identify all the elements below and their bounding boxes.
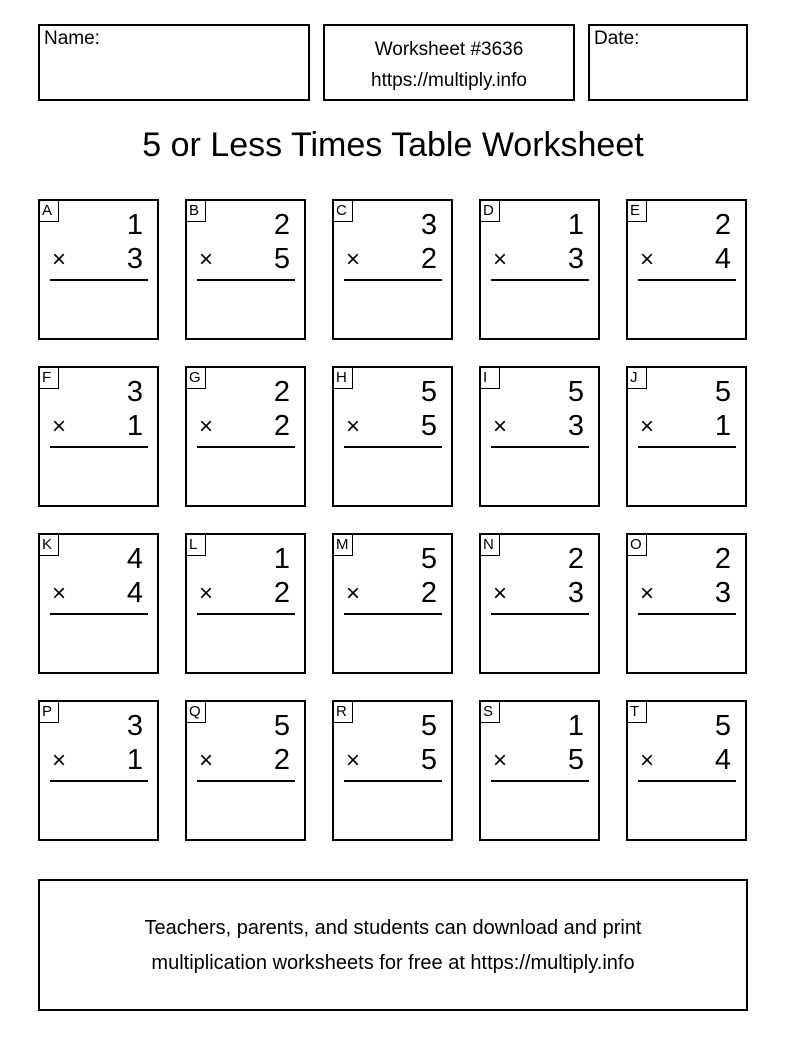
problem-letter: K — [40, 535, 59, 556]
answer-line — [197, 279, 295, 281]
problem-card — [479, 533, 600, 674]
problem-letter: H — [334, 368, 353, 389]
date-label: Date: — [594, 28, 640, 49]
times-sign: × — [52, 246, 67, 273]
problem-card — [626, 700, 747, 841]
problem-top-number: 5 — [420, 376, 437, 408]
times-sign: × — [199, 413, 214, 440]
times-sign: × — [640, 413, 655, 440]
footer-line-1: Teachers, parents, and students can download and print — [144, 917, 642, 939]
problem-top-number: 5 — [714, 710, 731, 742]
date-field-box — [588, 24, 748, 101]
problem-bottom-number: 1 — [126, 410, 143, 442]
problem-top-number: 5 — [420, 710, 437, 742]
problem-card — [332, 533, 453, 674]
problem-top-number: 1 — [126, 209, 143, 241]
name-label: Name: — [44, 28, 100, 49]
answer-line — [344, 279, 442, 281]
answer-line — [638, 279, 736, 281]
answer-line — [638, 613, 736, 615]
problem-top-number: 1 — [567, 710, 584, 742]
problem-bottom-number: 2 — [273, 410, 290, 442]
answer-line — [491, 279, 589, 281]
problem-top-number: 2 — [273, 376, 290, 408]
answer-line — [638, 780, 736, 782]
problem-card — [38, 199, 159, 340]
problem-top-number: 1 — [273, 543, 290, 575]
problem-bottom-number: 5 — [420, 744, 437, 776]
name-field-box — [38, 24, 310, 101]
problem-top-number: 3 — [420, 209, 437, 241]
problem-letter: C — [334, 201, 353, 222]
problem-card — [626, 366, 747, 507]
answer-line — [197, 613, 295, 615]
problem-top-number: 1 — [567, 209, 584, 241]
problem-top-number: 5 — [273, 710, 290, 742]
problem-card — [626, 199, 747, 340]
problem-card — [332, 700, 453, 841]
answer-line — [491, 613, 589, 615]
problem-top-number: 2 — [714, 543, 731, 575]
problem-top-number: 2 — [273, 209, 290, 241]
times-sign: × — [346, 747, 361, 774]
problem-top-number: 5 — [567, 376, 584, 408]
problem-bottom-number: 2 — [420, 243, 437, 275]
problem-top-number: 4 — [126, 543, 143, 575]
problem-card — [332, 199, 453, 340]
problem-letter: J — [628, 368, 647, 389]
problem-letter: B — [187, 201, 206, 222]
problem-letter: E — [628, 201, 647, 222]
problem-card — [38, 366, 159, 507]
problem-letter: R — [334, 702, 353, 723]
problem-bottom-number: 3 — [714, 577, 731, 609]
times-sign: × — [346, 246, 361, 273]
problem-letter: A — [40, 201, 59, 222]
times-sign: × — [346, 413, 361, 440]
problem-letter: Q — [187, 702, 206, 723]
answer-line — [491, 780, 589, 782]
problem-letter: M — [334, 535, 353, 556]
problem-card — [185, 533, 306, 674]
times-sign: × — [346, 580, 361, 607]
problem-top-number: 3 — [126, 710, 143, 742]
problem-bottom-number: 3 — [567, 243, 584, 275]
problem-letter: T — [628, 702, 647, 723]
worksheet-id: Worksheet #3636 — [374, 39, 524, 60]
problem-bottom-number: 3 — [126, 243, 143, 275]
footer-line-2: multiplication worksheets for free at https://multiply.info — [151, 952, 635, 974]
problem-top-number: 3 — [126, 376, 143, 408]
answer-line — [344, 613, 442, 615]
answer-line — [491, 446, 589, 448]
times-sign: × — [199, 246, 214, 273]
problem-card — [626, 533, 747, 674]
problem-card — [185, 700, 306, 841]
problem-top-number: 5 — [420, 543, 437, 575]
answer-line — [344, 780, 442, 782]
problem-card — [479, 366, 600, 507]
page-title: 5 or Less Times Table Worksheet — [142, 126, 644, 164]
problem-bottom-number: 2 — [420, 577, 437, 609]
problem-bottom-number: 4 — [714, 243, 731, 275]
problem-top-number: 2 — [567, 543, 584, 575]
answer-line — [638, 446, 736, 448]
problem-letter: I — [481, 368, 500, 389]
problem-bottom-number: 4 — [714, 744, 731, 776]
answer-line — [197, 780, 295, 782]
problem-bottom-number: 5 — [420, 410, 437, 442]
problem-letter: N — [481, 535, 500, 556]
problem-bottom-number: 3 — [567, 577, 584, 609]
answer-line — [50, 613, 148, 615]
site-url: https://multiply.info — [371, 70, 527, 91]
answer-line — [50, 780, 148, 782]
times-sign: × — [640, 580, 655, 607]
times-sign: × — [52, 747, 67, 774]
problem-top-number: 5 — [714, 376, 731, 408]
problem-bottom-number: 1 — [714, 410, 731, 442]
problem-card — [479, 199, 600, 340]
problem-bottom-number: 5 — [273, 243, 290, 275]
problem-letter: P — [40, 702, 59, 723]
problem-letter: D — [481, 201, 500, 222]
answer-line — [50, 279, 148, 281]
problem-card — [185, 199, 306, 340]
problem-bottom-number: 2 — [273, 577, 290, 609]
times-sign: × — [493, 580, 508, 607]
answer-line — [344, 446, 442, 448]
times-sign: × — [493, 246, 508, 273]
problem-bottom-number: 3 — [567, 410, 584, 442]
answer-line — [50, 446, 148, 448]
problem-card — [38, 533, 159, 674]
problem-card — [185, 366, 306, 507]
problem-letter: O — [628, 535, 647, 556]
problem-top-number: 2 — [714, 209, 731, 241]
problem-card — [38, 700, 159, 841]
times-sign: × — [493, 747, 508, 774]
problem-letter: G — [187, 368, 206, 389]
times-sign: × — [640, 747, 655, 774]
footer-note — [38, 879, 748, 1011]
problem-card — [332, 366, 453, 507]
problem-bottom-number: 1 — [126, 744, 143, 776]
problem-letter: F — [40, 368, 59, 389]
problem-letter: S — [481, 702, 500, 723]
times-sign: × — [52, 580, 67, 607]
problem-bottom-number: 5 — [567, 744, 584, 776]
worksheet-info-box — [323, 24, 575, 101]
times-sign: × — [199, 580, 214, 607]
problem-card — [479, 700, 600, 841]
problem-bottom-number: 2 — [273, 744, 290, 776]
times-sign: × — [52, 413, 67, 440]
answer-line — [197, 446, 295, 448]
times-sign: × — [493, 413, 508, 440]
times-sign: × — [199, 747, 214, 774]
problem-letter: L — [187, 535, 206, 556]
times-sign: × — [640, 246, 655, 273]
problem-bottom-number: 4 — [126, 577, 143, 609]
